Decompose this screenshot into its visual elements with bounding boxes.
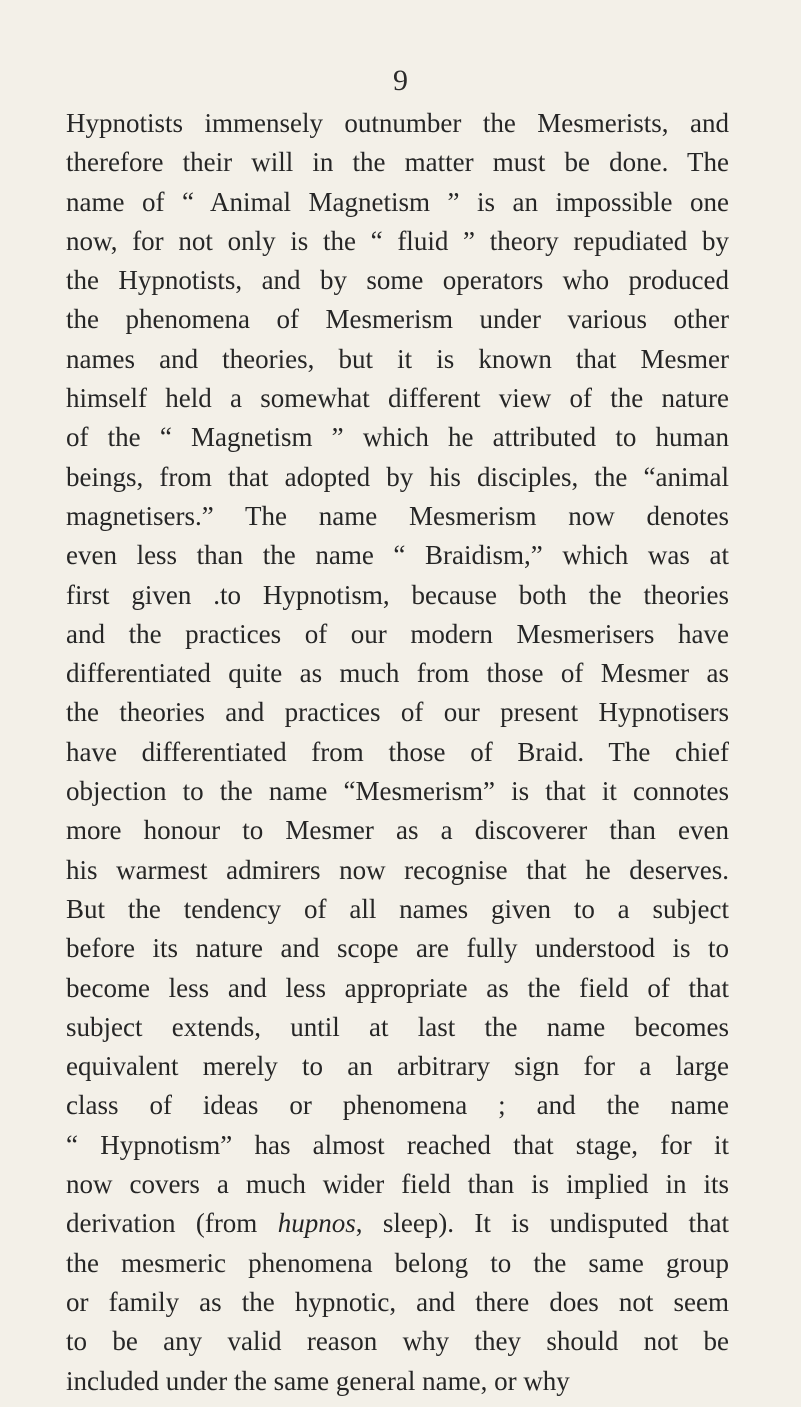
text-line: names and theories, but it is known that Mesmer	[66, 343, 729, 374]
text-line: now covers a much wider field than is implied in its	[66, 1169, 729, 1200]
text-line: included under the same general name, or why	[66, 1365, 570, 1396]
text-line: to be any valid reason why they should not be	[66, 1326, 729, 1357]
text-line: the Hypnotists, and by some operators who produced	[66, 265, 729, 296]
text-line: or family as the hypnotic, and there does not seem	[66, 1286, 729, 1317]
text-fragment: , sleep). It is undisputed that	[355, 1208, 729, 1239]
italic-term: hupnos	[277, 1208, 356, 1239]
text-line: Hypnotists immensely outnumber the Mesmerists, and	[66, 108, 729, 138]
text-line-with-italic	[66, 1204, 729, 1243]
text-line: equivalent merely to an arbitrary sign for a large	[66, 1051, 729, 1082]
text-line: objection to the name “Mesmerism” is that it connotes	[66, 776, 729, 807]
text-line: beings, from that adopted by his disciples, the “animal	[66, 461, 729, 492]
text-line: the mesmeric phenomena belong to the same group	[66, 1247, 729, 1278]
text-line: subject extends, until at last the name becomes	[66, 1011, 729, 1042]
text-line: name of “ Animal Magnetism ” is an impossible one	[66, 186, 729, 217]
text-line: But the tendency of all names given to a subject	[66, 893, 729, 924]
body-text	[66, 104, 729, 1401]
text-line: of the “ Magnetism ” which he attributed to human	[66, 422, 729, 453]
text-line: first given .to Hypnotism, because both the theories	[66, 579, 729, 610]
text-line: class of ideas or phenomena ; and the name	[66, 1090, 729, 1121]
text-line: before its nature and scope are fully understood is to	[66, 933, 729, 964]
text-line: his warmest admirers now recognise that he deserves.	[66, 854, 729, 885]
page-number: 9	[393, 64, 408, 97]
text-line: the phenomena of Mesmerism under various other	[66, 304, 729, 335]
text-line: and the practices of our modern Mesmerisers have	[66, 618, 729, 649]
text-line: “ Hypnotism” has almost reached that stage, for it	[66, 1129, 729, 1160]
text-line: more honour to Mesmer as a discoverer than even	[66, 815, 729, 846]
text-line: differentiated quite as much from those of Mesmer as	[66, 658, 729, 689]
text-line: magnetisers.” The name Mesmerism now denotes	[66, 500, 729, 531]
text-line: have differentiated from those of Braid. The chief	[66, 736, 729, 767]
text-line: become less and less appropriate as the field of that	[66, 972, 729, 1003]
text-line: even less than the name “ Braidism,” which was at	[66, 540, 729, 571]
text-line: the theories and practices of our present Hypnotisers	[66, 697, 729, 728]
text-line: now, for not only is the “ fluid ” theory repudiated by	[66, 225, 729, 256]
text-line: himself held a somewhat different view of the nature	[66, 383, 729, 414]
text-fragment: derivation (from	[66, 1208, 278, 1239]
text-line: therefore their will in the matter must be done. The	[66, 147, 729, 178]
